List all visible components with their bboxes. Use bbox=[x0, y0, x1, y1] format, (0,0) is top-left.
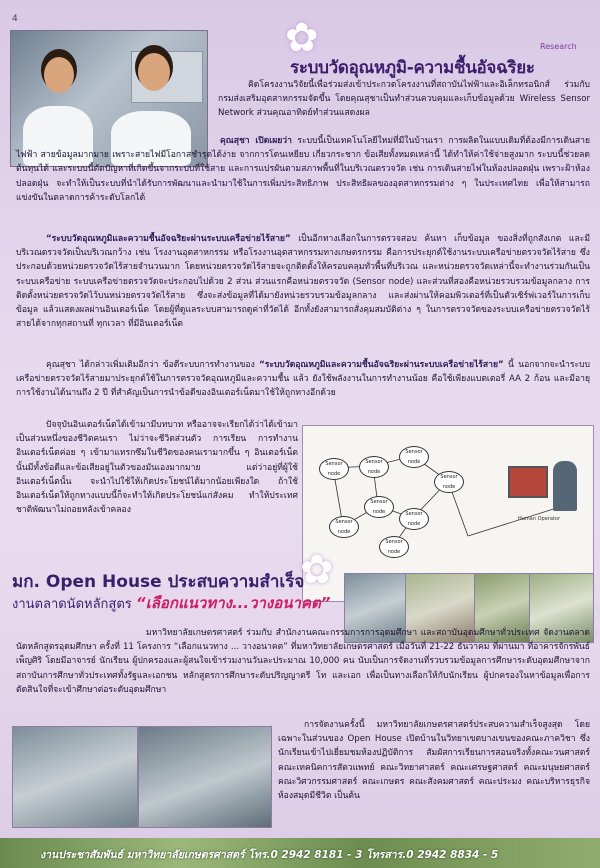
article2-subtitle bbox=[12, 591, 330, 615]
article-paragraph-4 bbox=[16, 358, 590, 401]
article2-paragraph-2: การจัดงานครั้งนี้ มหาวิทยาลัยเกษตรศาสตร์ประสบความสำเร็จสูงสุด โดยเฉพาะในส่วนของ Open House เปิดบ้านในวิทยาเขตบางเขนของคณะภาควิชา ซึ่งนักเรียนเข้าไปเยี่ยมชมห้องปฏิบัติการ สัมผัสการเรียนการสอนจริงทั้งคณะวนศาสตร์ คณะเทคนิคการสัตวแพทย์ คณะวิทยาศาสตร์ คณะเศรษฐศาสตร์ คณะมนุษยศาสตร์ คณะวิศวกรรมศาสตร์ คณะเกษตร คณะสังคมศาสตร์ คณะประมง คณะบริหารธุรกิจ ห้องสมุดมีชีวิต เป็นต้น bbox=[278, 720, 590, 802]
sensor-node: Sensor node bbox=[319, 458, 349, 480]
system-name-bold: “ระบบวัดอุณหภูมิและความชื้นอัจฉริยะผ่านระบบเครือข่ายไร้สาย” bbox=[46, 234, 291, 244]
system-name-bold-2: “ระบบวัดอุณหภูมิและความชื้นอัจฉริยะผ่านระบบเครือข่ายไร้สาย” bbox=[259, 360, 504, 370]
sensor-node: Sensor node bbox=[399, 446, 429, 468]
section-tag: Research bbox=[540, 42, 577, 51]
lab-photo-2 bbox=[138, 726, 272, 828]
operator-figure bbox=[553, 461, 577, 511]
article2-paragraph-1: มหาวิทยาลัยเกษตรศาสตร์ ร่วมกับ สำนักงานคณะกรรมการการอุดมศึกษา และสถาบันอุดมศึกษาทั่วประเทศ จัดงานตลาดนัดหลักสูตรอุดมศึกษา ครั้งที่ 11 โครงการ “เลือกแนวทาง ... วางอนาคต” ที่มหาวิทยาลัยเกษตรศาสตร์ เมื่อวันที่ 21-22 ธันวาคม ที่ผ่านมา ที่อาคารจักรพันธ์เพ็ญศิริ โดยมีอาจารย์ นักเรียน ผู้ปกครองและผู้สนใจเข้าร่วมงานวันละประมาณ 10,000 คน นับเป็นการจัดงานที่รวบรวมข้อมูลการศึกษาระดับอุดมศึกษาจากสถาบันการศึกษาทั่วประเทศทั้งรัฐและเอกชน หลักสูตรการศึกษาระดับปริญญาตรี โท และเอก เพื่อเป็นทางเลือกให้กับนักเรียน ผู้ปกครองในหาข้อมูลเพื่อการตัดสินใจที่จะเข้าศึกษาต่อระดับอุดมศึกษา bbox=[16, 628, 590, 695]
sensor-node: Sensor node bbox=[379, 536, 409, 558]
lab-photo-1 bbox=[12, 726, 138, 828]
article-paragraph-3 bbox=[16, 232, 590, 331]
paragraph-4-text-a: คุณสุชา ได้กล่าวเพิ่มเติมอีกว่า ข้อดีระบบการทำงานของ bbox=[46, 360, 260, 370]
footer-contact: งานประชาสัมพันธ์ มหาวิทยาลัยเกษตรศาสตร์ โทร.0 2942 8181 - 3 โทรสาร.0 2942 8834 - 5 bbox=[40, 849, 499, 861]
subtitle-highlight: “เลือกแนวทาง...วางอนาคต” bbox=[135, 594, 331, 612]
page-number: 4 bbox=[12, 14, 18, 24]
flower-decoration-icon-2: ✿ bbox=[300, 547, 334, 593]
subtitle-prefix: งานตลาดนัดหลักสูตร bbox=[12, 597, 136, 612]
article-paragraph-5: ปัจจุบันอินเตอร์เน็ตได้เข้ามามีบทบาท หรืออาจจะเรียกได้ว่าได้เข้ามาเป็นส่วนหนึ่งของชีวิตคนเรา ไม่ว่าจะชีวิตส่วนตัว การเรียน การทำงาน อินเตอร์เน็ตค่อย ๆ เข้ามาแทรกซึมในชีวิตของคนเรามากขึ้น ๆ อินเตอร์เน็ตนั้นมีทั้งข้อดีและข้อเสียอยู่ในตัวของมันเองมากมาย แต่ว่าอยู่ที่ผู้ใช้อินเตอร์เน็ตนั้น จะนำไปใช้ให้เกิดประโยชน์ได้มากน้อยเพียงใด ถ้าใช้อินเตอร์เน็ตให้ถูกทางแบบนี้ก็จะทำให้เกิดประโยชน์แก่สังคม ทำให้ประเทศชาติพัฒนาไม่ถอยหลังเข้าคลอง bbox=[16, 420, 298, 516]
sensor-node: Sensor node bbox=[359, 456, 389, 478]
operator-label: Human Operator bbox=[518, 516, 561, 522]
sensor-node: Sensor node bbox=[434, 471, 464, 493]
sensor-node: Sensor node bbox=[329, 516, 359, 538]
paragraph-2-text: ระบบนี้เป็นเทคโนโลยีใหม่ที่มีในบ้านเรา การผลิตในแบบเดิมที่ต้องมีการเดินสายไฟฟ้า สายข้อมูลมากมาย เพราะสายไฟมีโอกาสชำรุดได้ง่าย จากการโดนเหยียบ เกี่ยวกระชาก ข้อเสียทั้งหมดเหล่านี้ ได้ทำให้ค่าใช้จ่ายสูงมาก ระบบนี้ช่วยลดต้นทุนได้ และระบบนี้ตัดปัญหาที่เกิดขึ้นจากระบบที่ใช้สาย และการแปรผันตามสภาพพื้นที่ในบริเวณตรวจวัด เช่น การเดินสายไฟในห้องปลอดฝุ่น เพราะฝ้าห้องปลอดฝุ่น จะทำให้เป็นระบบที่นำได้รับการพัฒนาและนำมาใช้ในการเพิ่มประสิทธิภาพ ประสิทธิผลของอุตสาหกรรมต่าง ๆ ในประเทศไทย เพื่อให้สามารถแข่งขันในตลาดการค้าระดับโลกได้ bbox=[16, 136, 591, 203]
flower-decoration-icon: ✿ bbox=[285, 15, 319, 61]
sensor-node: Sensor node bbox=[399, 508, 429, 530]
diagram-connections bbox=[303, 426, 593, 576]
article-title: ระบบวัดอุณหภูมิ-ความชื้นอัจฉริยะ bbox=[290, 58, 535, 78]
paragraph-4-text-b: นี้ นอกจากจะนำระบบเครือข่ายตรวจวัดไร้สายมาประยุกต์ใช้ในการตรวจวัดอุณหภูมิและความชื้น แล้ว ยังใช้พลังงานในการทำงานน้อย คือใช้เพียงแบตเตอรี่ AA 2 ก้อน และมีอายุการใช้งานได้นานถึง 2 ปี ที่สำคัญเป็นการนำข้อดีของอินเตอร์เน็ตมาใช้ให้ถูกทางอีกด้วย bbox=[16, 360, 590, 399]
paragraph-3-text: เป็นอีกทางเลือกในการตรวจสอบ ค้นหา เก็บข้อมูล ของสิ่งที่ถูกสังเกต และมีบริเวณตรวจวัดเป็นบริเวณกว้าง เช่น โรงงานอุตสาหกรรม หรือโรงงานอุตสาหกรรมทางเกษตรกรรม คือการประยุกต์ใช้งานระบบเครือข่ายตรวจวัดไร้สาย ซึ่งประกอบด้วยหน่วยตรวจวัดไร้สายจำนวนมาก โดยหน่วยตรวจวัดไร้สายจะถูกติดตั้งให้ครอบคลุมทั่วพื้นที่บริเวณ และหน่วยตรวจวัดเหล่านี้จะทำงานร่วมกันเป็นระบบเครือข่าย ระบบเครือข่ายตรวจวัดจะประกอบไปด้วย 2 ส่วน ส่วนแรกคือหน่วยตรวจวัด (Sensor node) และส่วนที่สองคือหน่วยรวบรวมข้อมูลกลาง การติดตั้งหน่วยตรวจวัดไว้บนหน่วยตรวจวัดไร้สาย ซึ่งจะส่งข้อมูลที่ได้มายังหน่วยรวบรวมข้อมูลกลาง และส่งผ่านให้คอมพิวเตอร์ที่เป็นตัวเซิร์ฟเวอร์ในการเก็บข้อมูล แล้วแสดงผลผ่านอินเตอร์เน็ต โดยผู้ที่ดูแลระบบสามารถดูค่าที่วัดได้ อีกทั้งยังสามารถสั่งคุมสมบัติต่าง ๆ ในการตรวจวัดของระบบเครือข่ายตรวจวัดไร้สายได้จากทุกสถานที่ ทุกเวลา ที่มีอินเตอร์เน็ต bbox=[16, 234, 590, 330]
computer-icon bbox=[508, 466, 548, 498]
article-intro-paragraph: คิดโครงงานวิจัยนี้เพื่อร่วมส่งเข้าประกวดโครงงานที่สถาบันไฟฟ้าและอิเล็กทรอนิกส์ ร่วมกับกรมส่งเสริมอุตสาหกรรมจัดขึ้น โดยคุณสุชาเป็นทำส่วนควบคุมและเก็บข้อมูลด้วย Wireless Sensor Network ส่วนคุณอาทิตย์ทำส่วนแสดงผล bbox=[218, 80, 590, 119]
speaker-name: คุณสุชา เปิดเผยว่า bbox=[220, 136, 292, 146]
article2-title: มก. Open House ประสบความสำเร็จ bbox=[12, 572, 305, 592]
sensor-node: Sensor node bbox=[364, 496, 394, 518]
article-paragraph-2 bbox=[16, 134, 590, 205]
